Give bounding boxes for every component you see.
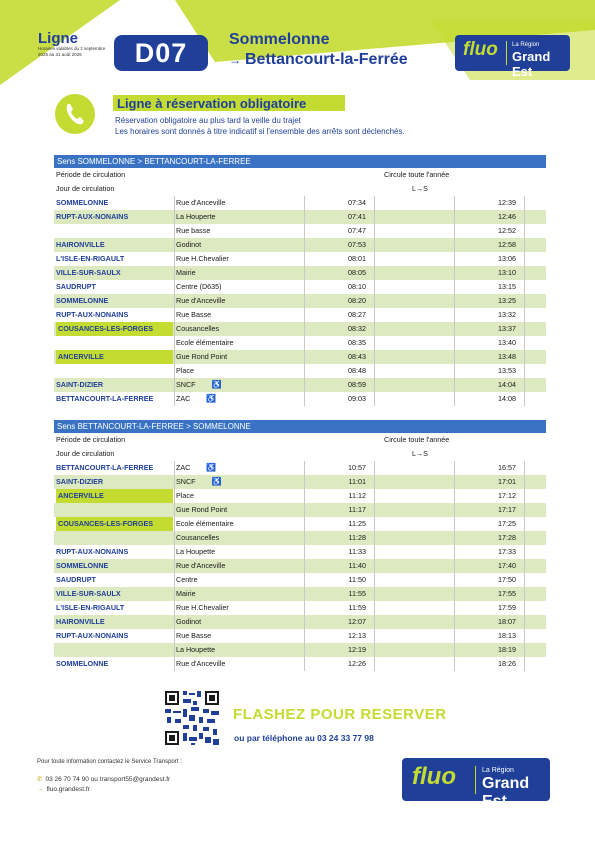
stop-name-text: Centre (D635) [176,282,222,291]
table-row [54,461,546,475]
route-from: Sommelonne [229,31,330,48]
stop-name [176,461,216,475]
table-row [54,210,546,224]
booking-phone[interactable]: ou par téléphone au 03 24 33 77 98 [234,733,374,743]
stop-name [176,322,219,336]
region-small: La Région [482,767,514,774]
time-afternoon: 14:08 [498,394,516,403]
stop-name [176,266,196,280]
stop-name-text: Godinot [176,617,202,626]
table-row [54,266,546,280]
time-afternoon: 18:26 [498,659,516,668]
fluo-brand: fluo [412,763,456,790]
town-name: SOMMELONNE [56,198,109,207]
jour-value: L→S [412,449,428,458]
time-morning: 07:47 [348,226,366,235]
stop-name [176,350,227,364]
stop-name [176,252,229,266]
time-afternoon: 13:15 [498,282,516,291]
phone-small-icon: ✆ [37,776,43,783]
periode-row [54,433,546,447]
time-afternoon: 17:01 [498,477,516,486]
region-name: Grand Est [512,49,551,79]
time-morning: 07:41 [348,212,366,221]
grid-line [174,461,175,671]
stop-name [176,224,210,238]
route-to: Bettancourt-la-Ferrée [245,51,408,68]
time-morning: 07:53 [348,240,366,249]
time-afternoon: 17:17 [498,505,516,514]
table-row [54,657,546,671]
stop-name-text: Rue H.Chevalier [176,603,229,612]
periode-value: Circule toute l'année [384,435,450,444]
time-morning: 08:01 [348,254,366,263]
stop-name [176,336,234,350]
table-row [54,503,546,517]
fluo-brand: fluo [463,39,498,60]
stop-name-text: La Houpette [176,547,216,556]
stop-name [176,559,225,573]
periode-value: Circule toute l'année [384,170,450,179]
phone-icon [55,94,95,134]
town-name: HAIRONVILLE [56,240,105,249]
table-row [54,224,546,238]
town-name: RUPT-AUX-NONAINS [56,631,129,640]
time-morning: 11:25 [348,519,366,528]
fluo-logo-top [455,35,570,79]
time-afternoon: 12:39 [498,198,516,207]
section-header: Sens BETTANCOURT-LA-FERREE > SOMMELONNE [54,420,546,433]
region-name: Grand Est [482,775,530,810]
table-row [54,280,546,294]
logo-separator [475,766,476,794]
wheelchair-icon: ♿ [211,477,222,486]
town-name: SOMMELONNE [56,561,109,570]
wheelchair-icon: ♿ [211,380,222,389]
stop-name [176,475,222,489]
wheelchair-icon: ♿ [206,394,217,403]
stop-name [176,294,225,308]
stop-name [176,378,222,392]
contact-website-text: fluo.grandest.fr [46,786,90,793]
contact-phone-mail-text: 03 26 70 74 90 ou transport55@grandest.fr [45,776,171,783]
stop-name-text: Centre [176,575,198,584]
time-morning: 08:35 [348,338,366,347]
time-morning: 11:55 [348,589,366,598]
stop-name-text: SNCF [176,477,196,486]
route-title [229,30,408,70]
town-name: HAIRONVILLE [56,617,105,626]
time-morning: 11:50 [348,575,366,584]
jour-label: Jour de circulation [56,184,115,193]
table-row [54,294,546,308]
table-row [54,364,546,378]
stop-name-text: Gue Rond Point [176,505,228,514]
time-afternoon: 17:59 [498,603,516,612]
town-name: VILLE-SUR-SAULX [56,589,121,598]
town-name: COUSANCES-LES-FORGES [56,517,173,531]
table-row [54,545,546,559]
contact-website[interactable] [37,786,90,793]
time-morning: 08:48 [348,366,366,375]
stop-name-text: Rue d'Anceville [176,296,226,305]
grid-line [454,461,455,671]
town-name: L'ISLE-EN-RIGAULT [56,603,125,612]
time-afternoon: 13:32 [498,310,516,319]
stop-name [176,392,216,406]
stop-name-text: Mairie [176,268,196,277]
grid-line [454,196,455,406]
town-name: L'ISLE-EN-RIGAULT [56,254,125,263]
town-name: SAINT-DIZIER [56,477,104,486]
town-name: SAUDRUPT [56,282,96,291]
stop-name [176,657,225,671]
stop-name-text: Cousancelles [176,324,220,333]
town-name: SAUDRUPT [56,575,96,584]
periode-row [54,168,546,182]
table-row [54,252,546,266]
town-name: SOMMELONNE [56,296,109,305]
stop-name [176,643,215,657]
reservation-line-2: Les horaires sont donnés à titre indicatif si l'ensemble des arrêts sont déclenchés. [115,127,405,136]
town-name: BETTANCOURT-LA-FERREE [56,394,154,403]
table-row [54,392,546,406]
time-morning: 09:03 [348,394,366,403]
stop-name-text: Ecole élémentaire [176,338,234,347]
table-row [54,350,546,364]
time-morning: 08:27 [348,310,366,319]
time-afternoon: 14:04 [498,380,516,389]
stop-name-text: Rue d'Anceville [176,198,226,207]
time-morning: 12:26 [348,659,366,668]
time-morning: 11:40 [348,561,366,570]
stop-name-text: SNCF [176,380,196,389]
stop-name [176,573,198,587]
stop-name-text: Rue basse [176,226,211,235]
ligne-label: Ligne [38,30,78,47]
stop-name-text: La Houpette [176,645,216,654]
stop-name [176,308,211,322]
grid-line [524,196,525,406]
table-row [54,573,546,587]
time-afternoon: 17:55 [498,589,516,598]
time-afternoon: 12:52 [498,226,516,235]
time-morning: 08:10 [348,282,366,291]
table-row [54,489,546,503]
wheelchair-icon: ♿ [206,463,217,472]
stop-name-text: Rue d'Anceville [176,659,226,668]
timetable-outbound [54,155,546,406]
time-afternoon: 13:25 [498,296,516,305]
stop-name-text: Cousancelles [176,533,220,542]
fluo-logo-bottom [402,758,550,810]
stop-name [176,629,211,643]
stop-name [176,587,196,601]
stop-name-text: Place [176,491,194,500]
stop-name [176,531,219,545]
stop-name-text: Mairie [176,589,196,598]
table-row [54,601,546,615]
grid-line [374,196,375,406]
time-afternoon: 17:40 [498,561,516,570]
periode-label: Période de circulation [56,170,126,179]
line-code: D07 [114,35,208,71]
time-morning: 11:33 [348,547,366,556]
time-afternoon: 17:25 [498,519,516,528]
grid-line [174,196,175,406]
jour-row [54,447,546,461]
stop-name [176,517,234,531]
time-morning: 11:01 [348,477,366,486]
time-afternoon: 18:07 [498,617,516,626]
stop-name-text: La Houperte [176,212,216,221]
town-name: SOMMELONNE [56,659,109,668]
grid-line [524,461,525,671]
reservation-line-1: Réservation obligatoire au plus tard la veille du trajet [115,116,301,125]
town-name: RUPT-AUX-NONAINS [56,547,129,556]
time-afternoon: 17:28 [498,533,516,542]
stop-name [176,615,201,629]
contact-title: Pour toute information contactez le Service Transport : [37,759,182,765]
stop-name-text: Rue d'Anceville [176,561,226,570]
stop-name-text: Rue H.Chevalier [176,254,229,263]
time-morning: 12:07 [348,617,366,626]
time-afternoon: 13:48 [498,352,516,361]
jour-value: L→S [412,184,428,193]
stop-name [176,210,216,224]
time-afternoon: 13:53 [498,366,516,375]
town-name: SAINT-DIZIER [56,380,104,389]
time-afternoon: 12:58 [498,240,516,249]
time-morning: 08:20 [348,296,366,305]
time-afternoon: 17:50 [498,575,516,584]
time-afternoon: 13:10 [498,268,516,277]
time-afternoon: 13:37 [498,324,516,333]
time-afternoon: 16:57 [498,463,516,472]
table-row [54,531,546,545]
table-row [54,587,546,601]
stop-rows [54,196,546,406]
table-row [54,475,546,489]
time-afternoon: 13:06 [498,254,516,263]
flash-to-book: FLASHEZ POUR RESERVER [233,706,447,723]
stop-name-text: Gue Rond Point [176,352,228,361]
reservation-title: Ligne à réservation obligatoire [117,96,307,111]
stop-name [176,196,225,210]
region-small: La Région [512,42,540,48]
time-morning: 08:32 [348,324,366,333]
jour-label: Jour de circulation [56,449,115,458]
grid-line [304,196,305,406]
table-row [54,322,546,336]
table-row [54,629,546,643]
time-morning: 10:57 [348,463,366,472]
town-name: COUSANCES-LES-FORGES [56,322,173,336]
time-afternoon: 18:13 [498,631,516,640]
table-row [54,336,546,350]
time-morning: 12:13 [348,631,366,640]
table-row [54,238,546,252]
jour-row [54,182,546,196]
time-afternoon: 17:12 [498,491,516,500]
table-row [54,559,546,573]
table-row [54,643,546,657]
contact-phone-mail[interactable] [37,775,170,783]
time-morning: 11:17 [348,505,366,514]
stop-name [176,601,229,615]
grid-line [374,461,375,671]
time-afternoon: 13:40 [498,338,516,347]
town-name: ANCERVILLE [56,489,173,503]
section-header: Sens SOMMELONNE > BETTANCOURT-LA-FERREE [54,155,546,168]
time-afternoon: 17:33 [498,547,516,556]
town-name: RUPT-AUX-NONAINS [56,212,129,221]
stop-name [176,238,201,252]
town-name: ANCERVILLE [56,350,173,364]
time-morning: 08:59 [348,380,366,389]
route-arrow-icon: → [229,53,241,67]
time-morning: 11:12 [348,491,366,500]
stop-name-text: Rue Basse [176,631,212,640]
stop-name-text: Place [176,366,194,375]
validity-note: Horaires valables du 2 septembre 2025 au 31 août 2026 [38,46,106,57]
stop-name [176,280,222,294]
stop-name [176,364,194,378]
stop-name-text: ZAC [176,394,191,403]
stop-name-text: Rue Basse [176,310,212,319]
stop-rows [54,461,546,671]
stop-name-text: Godinot [176,240,202,249]
timetable-return [54,420,546,671]
time-morning: 12:19 [348,645,366,654]
stop-name-text: ZAC [176,463,191,472]
time-morning: 11:59 [348,603,366,612]
table-row [54,308,546,322]
logo-separator [506,41,507,65]
town-name: RUPT-AUX-NONAINS [56,310,129,319]
arrow-icon: → [37,786,44,793]
time-morning: 08:43 [348,352,366,361]
town-name: VILLE-SUR-SAULX [56,268,121,277]
grid-line [304,461,305,671]
table-row [54,517,546,531]
table-row [54,196,546,210]
qr-code[interactable] [163,689,221,747]
stop-name [176,503,227,517]
time-afternoon: 18:19 [498,645,516,654]
time-morning: 07:34 [348,198,366,207]
table-row [54,378,546,392]
table-row [54,615,546,629]
time-morning: 11:28 [348,533,366,542]
time-afternoon: 12:46 [498,212,516,221]
town-name: BETTANCOURT-LA-FERREE [56,463,154,472]
time-morning: 08:05 [348,268,366,277]
periode-label: Période de circulation [56,435,126,444]
stop-name [176,489,194,503]
stop-name [176,545,215,559]
stop-name-text: Ecole élémentaire [176,519,234,528]
